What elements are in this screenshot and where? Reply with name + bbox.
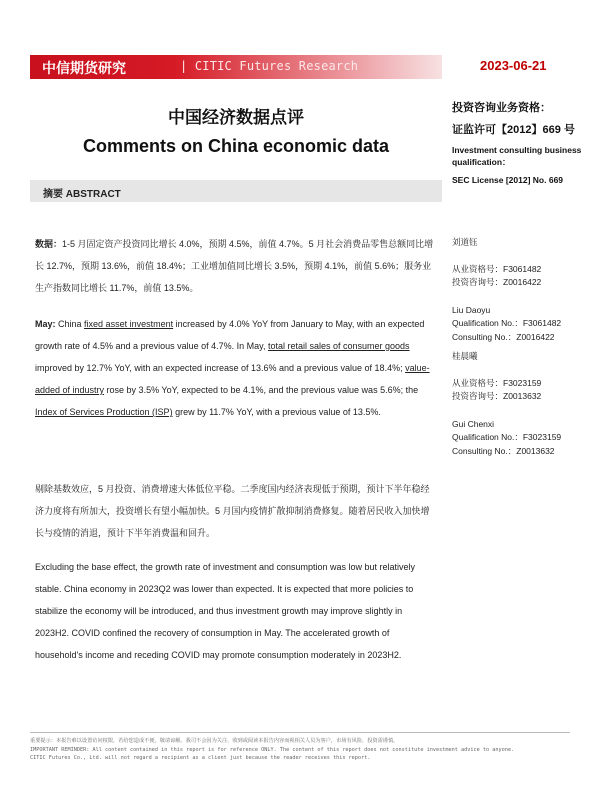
data-text-en-4: rose by 3.5% YoY, expected to be 4.1%, and the previous value was 5.6%; the: [104, 385, 419, 395]
analyst-qualification-en: Qualification No.：F3061482: [452, 318, 562, 328]
link-fixed-asset-investment[interactable]: fixed asset investment: [84, 319, 174, 329]
header-banner: [30, 55, 442, 79]
page-title-cn: 中国经济数据点评: [168, 108, 304, 127]
analyst-name-cn: 刘道钰: [452, 237, 478, 247]
analyst-consulting-en: Consulting No.：Z0016422: [452, 331, 555, 342]
qualification-block: [452, 98, 592, 186]
data-text-en-1: China: [55, 319, 85, 329]
analyst-qualification-cn: 从业资格号：F3061482: [452, 263, 542, 274]
analyst-consulting-en: Consulting No.：Z0013632: [452, 445, 555, 456]
data-label-en: May:: [35, 319, 56, 329]
license-en: SEC License [2012] No. 669: [452, 175, 564, 185]
abstract-label: 摘要 ABSTRACT: [43, 189, 121, 200]
link-services-production-index[interactable]: Index of Services Production (ISP): [35, 407, 173, 417]
abstract-bar: [30, 180, 442, 202]
qualification-cn-1: 投资咨询业务资格：: [452, 102, 551, 114]
page-title-en: Comments on China economic data: [82, 136, 390, 156]
analyst-name-en: Gui Chenxi: [452, 418, 495, 429]
footer-line-1: 重要提示：本报告难以设置访问权限，若给您造成不便，敬请谅解。我司不会因为关注、收到或阅读本报告内容而视相关人员为客户，市场有风险，投资需谨慎。: [30, 738, 399, 744]
data-paragraph-cn: [35, 233, 437, 299]
data-text-en-5: grew by 11.7% YoY, with a previous value of 13.5%.: [172, 407, 381, 417]
data-paragraph-en: [35, 313, 437, 423]
analyst-qualification-cn: 从业资格号：F3023159: [452, 377, 542, 388]
analyst-name-en: Liu Daoyu: [452, 304, 491, 315]
analyst-name-cn: 桂晨曦: [452, 351, 478, 361]
analyst-qualification-en: Qualification No.：F3023159: [452, 432, 562, 442]
analyst-1: [452, 236, 592, 344]
comment-paragraph-en: Excluding the base effect, the growth rate of investment and consumption was low but relatively stable. China economy in 2023Q2 was lower than expected. It is expected that more policies to stabilize the economy will be introduced, and thus investment growth may improve slightly in 2023H2. COVID confined the recovery of consumption in May. The accelerated growth of household's income and receding COVID may promote consumption moderately in 2023H2.: [35, 562, 416, 660]
link-value-added-industry[interactable]: value-added of industry: [35, 363, 430, 395]
brand-en: | CITIC Futures Research: [180, 59, 359, 73]
footer-disclaimer: [30, 737, 575, 763]
footer-divider: [30, 732, 570, 733]
analyst-consulting-cn: 投资咨询号：Z0016422: [452, 277, 542, 287]
analyst-consulting-cn: 投资咨询号：Z0013632: [452, 391, 542, 401]
data-text-en-3: improved by 12.7% YoY, with an expected increase of 13.6% and a previous value of 18.4%;: [35, 363, 406, 373]
qualification-en: Investment consulting business qualification：: [452, 145, 582, 167]
footer-line-2: IMPORTANT REMINDER: All content contained in this report is for reference ONLY. The content of this report does not constitute investment advice to anyone.: [30, 746, 515, 753]
qualification-cn-2: 证监许可【2012】669 号: [452, 124, 575, 136]
report-date: 2023-06-21: [480, 58, 547, 73]
brand-cn: 中信期货研究: [42, 60, 126, 76]
data-text-cn: 1-5 月固定资产投资同比增长 4.0%，预期 4.5%，前值 4.7%。5 月社会消费品零售总额同比增长 12.7%，预期 13.6%，前值 18.4%；工业增加值同比增长 3.5%，预期 4.1%，前值 5.6%；服务业生产指数同比增长 11.7%，前值 13.5%。: [35, 239, 434, 293]
link-retail-sales[interactable]: total retail sales of consumer goods: [267, 341, 410, 351]
data-text-en-2: increased by 4.0% YoY from January to May, with an expected growth rate of 4.5% and a previous value of 4.7%. In May,: [35, 319, 425, 351]
analyst-2: [452, 350, 592, 458]
comment-paragraph-cn: 剔除基数效应，5 月投资、消费增速大体低位平稳。二季度国内经济表现低于预期，预计下半年稳经济力度将有所加大，投资增长有望小幅加快。5 月国内疫情扩散抑制消费修复。随着居民收入加快增长与疫情的消退，预计下半年消费温和回升。: [35, 484, 430, 538]
data-label-cn: 数据：: [35, 239, 63, 249]
footer-line-3: CITIC Futures Co., Ltd. will not regard a recipient as a client just because the reader receives this report.: [30, 755, 371, 761]
